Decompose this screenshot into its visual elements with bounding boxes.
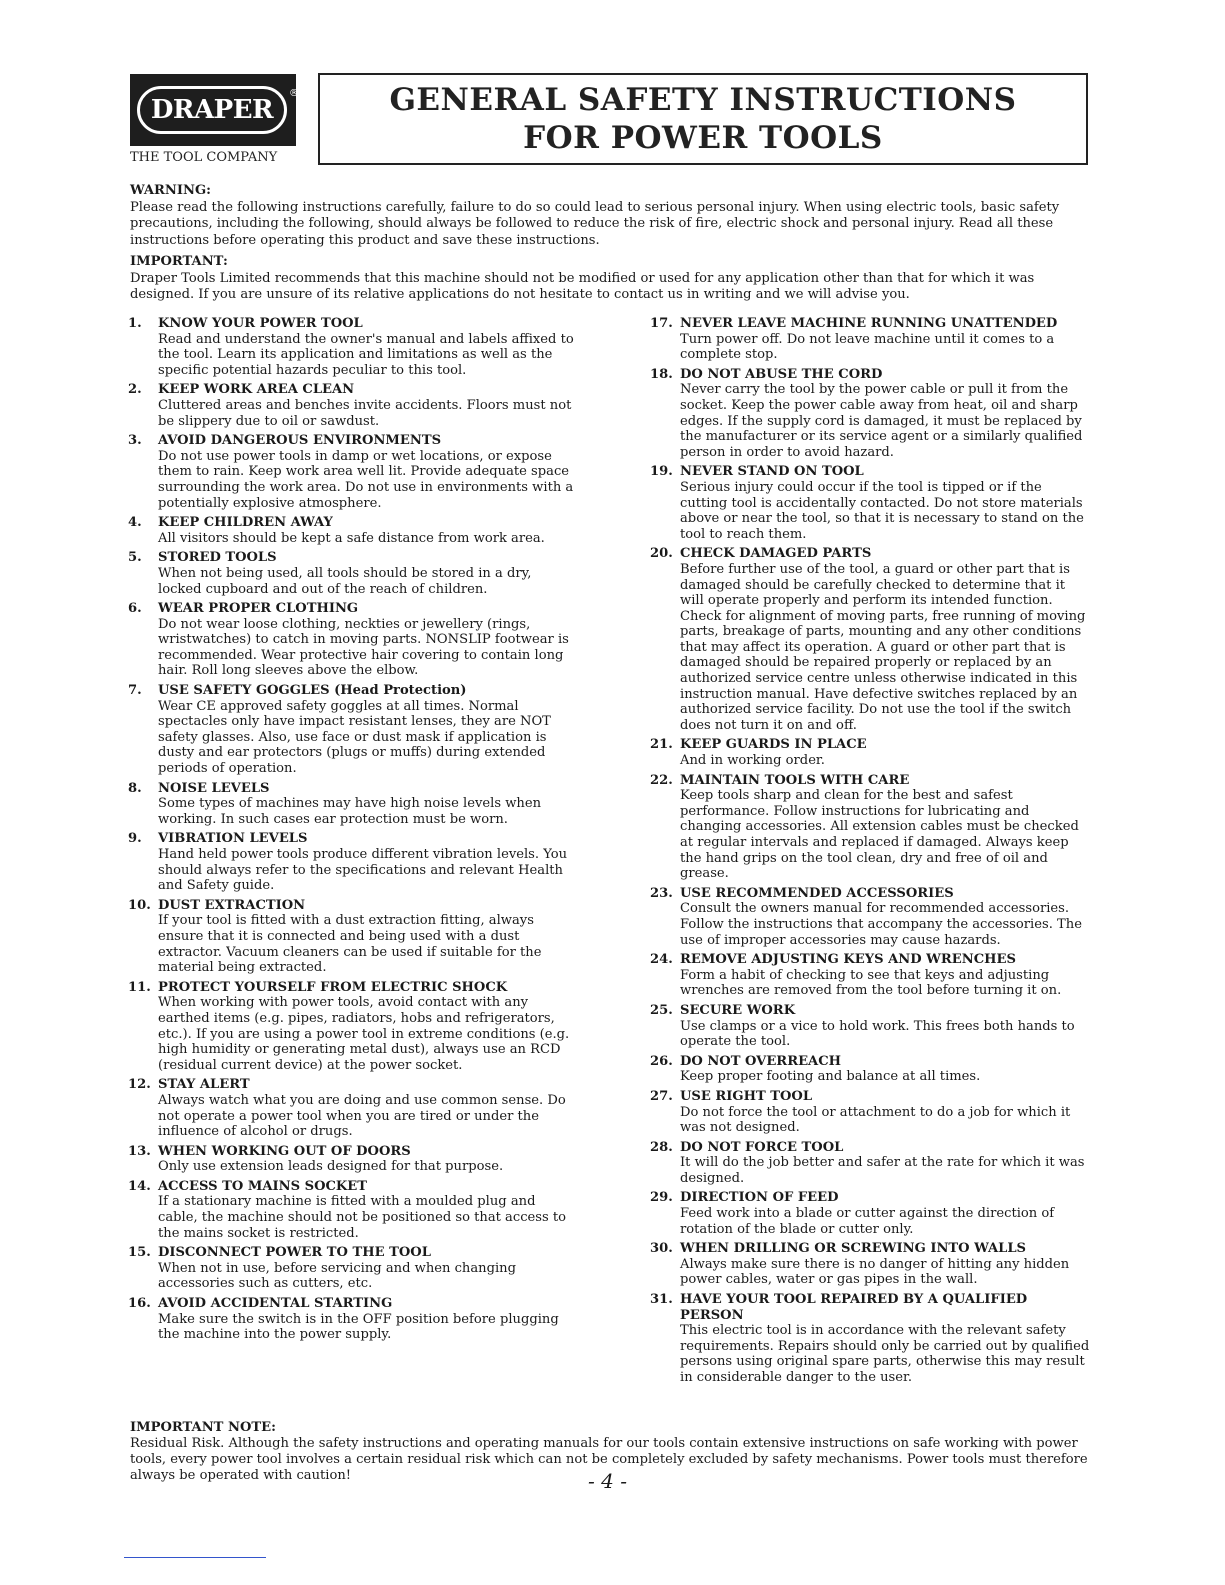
instruction-number: 16. — [128, 1296, 151, 1312]
instruction-title: STORED TOOLS — [158, 550, 277, 566]
instruction-title: SECURE WORK — [680, 1002, 796, 1018]
instruction-body: Before further use of the tool, a guard or other part that is damaged should be carefully checked to determine that it will operate properly and perform its intended function. Check for alignment of moving parts, free running of moving parts, breakage of parts, mounting and any other conditions that may affect its operation. A guard or other part that is damaged should be repaired properly or replaced by an authorized service centre unless otherwise indicated in this instruction manual. Have defective switches replaced by an authorized service facility. Do not use the tool if the switch does not turn it on and off. — [680, 561, 1086, 733]
instruction-item — [128, 1144, 578, 1175]
instruction-number: 25. — [650, 1002, 673, 1018]
instruction-title: KNOW YOUR POWER TOOL — [158, 316, 363, 331]
instruction-item — [128, 601, 578, 679]
instruction-title: WHEN WORKING OUT OF DOORS — [158, 1143, 411, 1159]
instruction-title: KEEP WORK AREA CLEAN — [158, 382, 355, 398]
instruction-title: DIRECTION OF FEED — [680, 1190, 839, 1206]
important-note-heading: IMPORTANT NOTE: — [130, 1420, 276, 1435]
instruction-item — [128, 382, 578, 429]
instruction-item — [128, 515, 578, 546]
instruction-body: Only use extension leads designed for that purpose. — [158, 1159, 504, 1175]
instruction-number: 13. — [128, 1143, 151, 1159]
instruction-number: 8. — [128, 780, 142, 796]
draper-logo — [130, 74, 300, 170]
instruction-body: Feed work into a blade or cutter against the direction of rotation of the blade or cutter only. — [680, 1206, 1055, 1237]
instruction-body: Some types of machines may have high noise levels when working. In such cases ear protection must be worn. — [158, 796, 542, 827]
instruction-title: DO NOT OVERREACH — [680, 1053, 842, 1069]
instruction-body: Keep proper footing and balance at all times. — [680, 1069, 981, 1085]
instruction-number: 29. — [650, 1190, 673, 1206]
instruction-number: 22. — [650, 772, 673, 788]
instruction-number: 21. — [650, 737, 673, 753]
instruction-item — [128, 683, 578, 777]
instruction-number: 23. — [650, 885, 673, 901]
instruction-body: Always watch what you are doing and use common sense. Do not operate a power tool when you are tired or under the influence of alcohol or drugs. — [158, 1092, 566, 1140]
instruction-title: DO NOT ABUSE THE CORD — [680, 366, 883, 382]
instruction-number: 14. — [128, 1178, 151, 1194]
instruction-item — [128, 316, 578, 378]
instruction-title: STAY ALERT — [158, 1077, 250, 1093]
instruction-body: If a stationary machine is fitted with a moulded plug and cable, the machine should not be positioned so that access to the mains socket is restricted. — [158, 1194, 567, 1241]
instruction-number: 19. — [650, 464, 673, 480]
instruction-item — [650, 737, 1090, 768]
instruction-item — [128, 1245, 578, 1292]
instruction-item — [128, 898, 578, 976]
instruction-item — [128, 1077, 578, 1139]
instruction-body: Do not use power tools in damp or wet locations, or expose them to rain. Keep work area well lit. Provide adequate space surrounding the work area. Do not use in environments with a potentially explosive atmosphere. — [158, 448, 574, 511]
instruction-body: Always make sure there is no danger of hitting any hidden power cables, water or gas pipes in the wall. — [680, 1256, 1070, 1288]
instruction-title: NEVER STAND ON TOOL — [680, 464, 864, 480]
important-text: Draper Tools Limited recommends that this machine should not be modified or used for any application other than that for which it was designed. If you are unsure of its relative applications do not hesitate to contact us in writing and we will advise you. — [130, 270, 1035, 302]
instruction-body: Read and understand the owner's manual and labels affixed to the tool. Learn its application and limitations as well as the specific potential hazards peculiar to this tool. — [158, 331, 574, 378]
instruction-body: Form a habit of checking to see that keys and adjusting wrenches are removed from the tool before turning it on. — [680, 967, 1062, 999]
instruction-title: PROTECT YOURSELF FROM ELECTRIC SHOCK — [158, 979, 508, 995]
instruction-title: KEEP GUARDS IN PLACE — [680, 737, 867, 753]
instruction-item — [650, 464, 1090, 542]
instruction-number: 28. — [650, 1139, 673, 1155]
instruction-body: Keep tools sharp and clean for the best and safest performance. Follow instructions for lubricating and changing accessories. All extension cables must be checked at regular intervals and replaced if damaged. Always keep the hand grips on the tool clean, dry and free of oil and grease. — [680, 788, 1079, 882]
instruction-number: 15. — [128, 1245, 151, 1261]
instruction-body: Do not wear loose clothing, neckties or jewellery (rings, wristwatches) to catch in moving parts. NONSLIP footwear is recommended. Wear protective hair covering to contain long hair. Roll long sleeves above the elbow. — [158, 616, 569, 679]
instruction-item — [650, 1089, 1090, 1136]
important-heading: IMPORTANT: — [130, 254, 228, 269]
instruction-number: 1. — [128, 316, 142, 331]
page-number: - 4 - — [588, 1469, 627, 1493]
instruction-item — [650, 1241, 1090, 1288]
instruction-title: REMOVE ADJUSTING KEYS AND WRENCHES — [680, 952, 1016, 968]
instruction-number: 11. — [128, 979, 151, 995]
instruction-item — [650, 367, 1090, 461]
instruction-item — [650, 1190, 1090, 1237]
instruction-number: 24. — [650, 952, 673, 968]
instruction-number: 12. — [128, 1077, 151, 1093]
instruction-item — [650, 546, 1090, 733]
instruction-item — [128, 550, 578, 597]
instruction-title: DUST EXTRACTION — [158, 897, 306, 913]
logo-mark — [130, 74, 299, 146]
instruction-body: Make sure the switch is in the OFF position before plugging the machine into the power supply. — [158, 1311, 559, 1343]
page-title-line-2: FOR POWER TOOLS — [523, 120, 883, 156]
instruction-body: Do not force the tool or attachment to do a job for which it was not designed. — [680, 1104, 1071, 1136]
warning-text: Please read the following instructions carefully, failure to do so could lead to serious personal injury. When using electric tools, basic safety precautions, including the following, should always be followed to reduce the risk of fire, electric shock and personal injury. Read all these instructions before operating this product and save these instructions. — [130, 199, 1060, 248]
instruction-number: 4. — [128, 515, 142, 531]
instruction-title: CHECK DAMAGED PARTS — [680, 546, 872, 562]
instruction-title: DO NOT FORCE TOOL — [680, 1139, 844, 1155]
instruction-body: Never carry the tool by the power cable or pull it from the socket. Keep the power cable away from heat, oil and sharp edges. If the supply cord is damaged, it must be replaced by the manufacturer or its service agent or a similarly qualified person in order to avoid hazard. — [680, 382, 1083, 460]
instruction-item — [650, 1003, 1090, 1050]
instruction-title: HAVE YOUR TOOL REPAIRED BY A QUALIFIED PERSON — [680, 1292, 1028, 1323]
logo-brand: DRAPER — [150, 95, 274, 125]
instruction-item — [128, 781, 578, 828]
instruction-number: 10. — [128, 897, 151, 913]
intro-section — [130, 183, 1095, 304]
instruction-title: DISCONNECT POWER TO THE TOOL — [158, 1245, 431, 1261]
instruction-body: And in working order. — [680, 753, 825, 769]
instruction-body: Consult the owners manual for recommended accessories. Follow the instructions that accompany the accessories. The use of improper accessories may cause hazards. — [680, 901, 1082, 948]
instruction-item — [650, 773, 1090, 882]
left-instruction-column — [128, 316, 578, 1347]
instruction-item — [128, 980, 578, 1074]
registered-mark: ® — [289, 88, 299, 99]
instruction-body: Use clamps or a vice to hold work. This frees both hands to operate the tool. — [680, 1018, 1075, 1050]
instruction-body: Wear CE approved safety goggles at all times. Normal spectacles only have impact resistant lenses, they are NOT safety glasses. Also, use face or dust mask if application is dusty and ear protectors (plugs or muffs) during extended periods of operation. — [158, 698, 551, 777]
instruction-body: When not being used, all tools should be stored in a dry, locked cupboard and out of the reach of children. — [158, 565, 532, 597]
instruction-number: 30. — [650, 1241, 673, 1257]
instruction-body: Turn power off. Do not leave machine until it comes to a complete stop. — [680, 331, 1055, 363]
instruction-item — [128, 433, 578, 511]
instruction-title: WHEN DRILLING OR SCREWING INTO WALLS — [680, 1241, 1027, 1257]
instruction-title: MAINTAIN TOOLS WITH CARE — [680, 772, 910, 788]
instruction-item — [650, 1292, 1090, 1386]
instruction-item — [128, 831, 578, 893]
instruction-number: 2. — [128, 382, 142, 398]
instruction-body: Hand held power tools produce different vibration levels. You should always refer to the specifications and relevant Health and Safety guide. — [158, 847, 568, 894]
instruction-body: Cluttered areas and benches invite accidents. Floors must not be slippery due to oil or sawdust. — [158, 397, 572, 429]
instruction-number: 5. — [128, 550, 142, 566]
instruction-body: All visitors should be kept a safe distance from work area. — [158, 530, 545, 546]
instruction-item — [128, 1296, 578, 1343]
instruction-body: This electric tool is in accordance with the relevant safety requirements. Repairs should only be carried out by qualified persons using original spare parts, otherwise this may result in considerable danger to the user. — [680, 1323, 1090, 1385]
logo-pill — [137, 86, 287, 134]
page-title-line-1: GENERAL SAFETY INSTRUCTIONS — [389, 82, 1017, 118]
instruction-item — [650, 1140, 1090, 1187]
instruction-title: KEEP CHILDREN AWAY — [158, 515, 333, 531]
instruction-number: 3. — [128, 433, 142, 449]
instruction-title: USE SAFETY GOGGLES (Head Protection) — [158, 683, 467, 699]
instruction-title: AVOID DANGEROUS ENVIRONMENTS — [158, 433, 442, 449]
instruction-number: 6. — [128, 601, 142, 617]
instruction-number: 18. — [650, 366, 673, 382]
instruction-number: 20. — [650, 546, 673, 562]
important-note-text: Residual Risk. Although the safety instructions and operating manuals for our tools contain extensive instructions on safe working with power tools, every power tool involves a certain residual risk which can not be completely excluded by safety mechanisms. Power tools must therefore always be operated with caution! — [130, 1436, 1088, 1483]
instruction-body: It will do the job better and safer at the rate for which it was designed. — [680, 1155, 1085, 1186]
instruction-title: USE RECOMMENDED ACCESSORIES — [680, 885, 954, 901]
bottom-rule — [124, 1557, 266, 1558]
instruction-item — [650, 1054, 1090, 1085]
right-instruction-column — [650, 316, 1090, 1390]
instruction-item — [650, 952, 1090, 999]
page-title-box — [318, 73, 1088, 165]
instruction-body: When not in use, before servicing and when changing accessories such as cutters, etc. — [158, 1260, 516, 1292]
instruction-item — [650, 886, 1090, 948]
instruction-number: 26. — [650, 1053, 673, 1069]
instruction-body: When working with power tools, avoid contact with any earthed items (e.g. pipes, radiators, hobs and refrigerators, etc.). If you are using a power tool in extreme conditions (e.g. high humidity or generating metal dust), always use an RCD (residual current device) at the power socket. — [158, 995, 570, 1073]
instruction-item — [650, 316, 1090, 363]
instruction-title: USE RIGHT TOOL — [680, 1088, 813, 1104]
instruction-title: WEAR PROPER CLOTHING — [158, 601, 359, 617]
instruction-body: If your tool is fitted with a dust extraction fitting, always ensure that it is connected and being used with a dust extractor. Vacuum cleaners can be used if suitable for the material being extracted. — [158, 913, 542, 976]
instruction-number: 17. — [650, 316, 673, 331]
warning-heading: WARNING: — [130, 183, 211, 198]
logo-tagline: THE TOOL COMPANY — [130, 150, 278, 165]
instruction-title: ACCESS TO MAINS SOCKET — [158, 1178, 368, 1194]
instruction-title: VIBRATION LEVELS — [158, 831, 308, 847]
instruction-number: 7. — [128, 683, 142, 699]
instruction-number: 31. — [650, 1292, 673, 1308]
instruction-number: 9. — [128, 831, 142, 847]
instruction-title: AVOID ACCIDENTAL STARTING — [158, 1296, 393, 1312]
instruction-body: Serious injury could occur if the tool is tipped or if the cutting tool is accidentally contacted. Do not store materials above or near the tool, so that it is necessary to stand on the tool to reach them. — [680, 479, 1084, 542]
instruction-number: 27. — [650, 1088, 673, 1104]
instruction-title: NEVER LEAVE MACHINE RUNNING UNATTENDED — [680, 316, 1058, 331]
instruction-title: NOISE LEVELS — [158, 780, 270, 796]
instruction-item — [128, 1179, 578, 1241]
